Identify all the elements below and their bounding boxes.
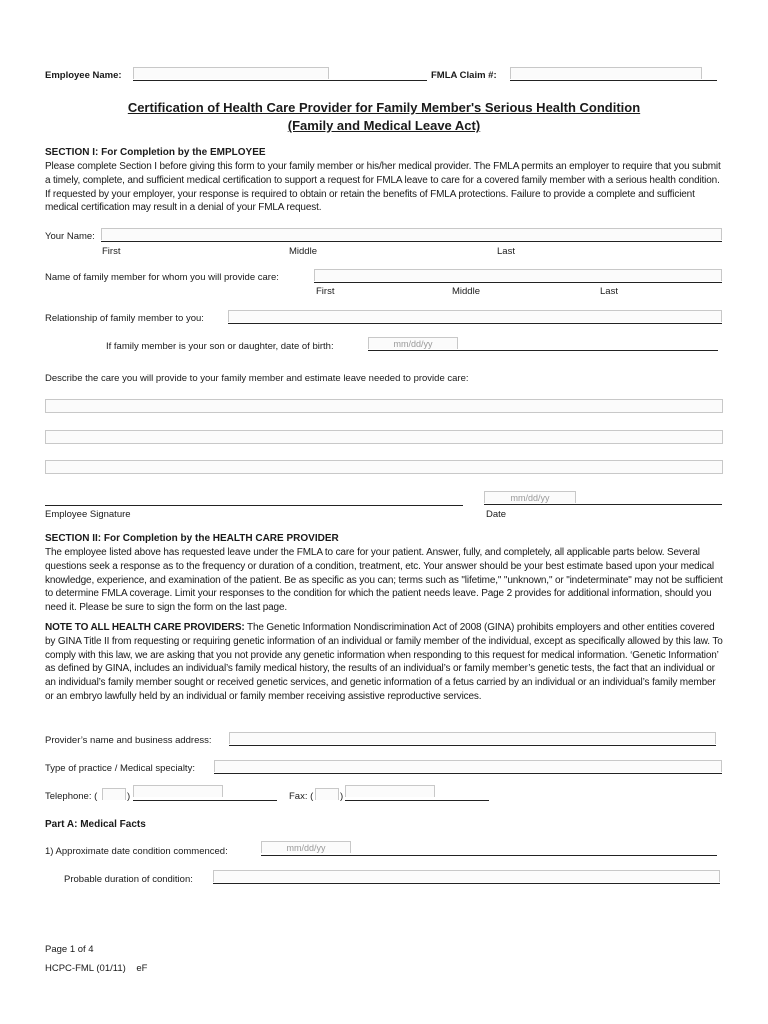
your-name-label: Your Name: bbox=[45, 231, 95, 242]
care-description-line-1[interactable] bbox=[45, 399, 723, 413]
telephone-underline bbox=[133, 800, 277, 801]
relationship-underline bbox=[228, 323, 722, 324]
family-member-label: Name of family member for whom you will provide care: bbox=[45, 272, 279, 283]
form-subtitle: (Family and Medical Leave Act) bbox=[287, 118, 481, 133]
your-name-field[interactable] bbox=[101, 228, 722, 240]
employee-name-field[interactable] bbox=[133, 67, 329, 79]
dob-date-field[interactable] bbox=[368, 337, 458, 349]
gina-note-heading: NOTE TO ALL HEALTH CARE PROVIDERS: bbox=[45, 622, 245, 633]
care-description-line-3[interactable] bbox=[45, 460, 723, 474]
page-number: Page 1 of 4 bbox=[45, 944, 94, 955]
form-id: HCPC-FML (01/11) eF bbox=[45, 963, 148, 974]
provider-underline bbox=[229, 745, 716, 746]
provider-field[interactable] bbox=[229, 732, 716, 744]
family-middle-caption: Middle bbox=[452, 286, 480, 297]
provider-label: Provider’s name and business address: bbox=[45, 735, 212, 746]
signature-date-label: Date bbox=[486, 509, 507, 520]
practice-field[interactable] bbox=[214, 760, 722, 772]
employee-signature-line[interactable] bbox=[45, 505, 463, 506]
practice-label: Type of practice / Medical specialty: bbox=[45, 763, 195, 774]
dob-label: If family member is your son or daughter, date of birth: bbox=[106, 341, 334, 352]
section2-heading: SECTION II: For Completion by the HEALTH CARE PROVIDER bbox=[45, 533, 339, 544]
section1-paragraph: Please complete Section I before giving this form to your family member or his/her medical provider. The FMLA permits an employer to require that you submit a timely, complete, and sufficient medical certification to support a request for FMLA leave to care for a covered family member with a serious health condition. If requested by your employer, your response is required to obtain or retain the benefits of FMLA protections. Failure to provide a complete and sufficient medical certification may result in a denial of your FMLA request. bbox=[45, 161, 721, 214]
gina-note bbox=[45, 621, 723, 704]
q1-date-commenced-field[interactable] bbox=[261, 841, 351, 853]
q1-underline bbox=[261, 855, 717, 856]
employee-signature-label: Employee Signature bbox=[45, 509, 131, 520]
signature-date-underline bbox=[484, 504, 722, 505]
dob-underline bbox=[368, 350, 718, 351]
section2-paragraph: The employee listed above has requested leave under the FMLA to care for your patient. Answer, fully, and completely, all applicable parts below. Several questions seek a response as to the frequency or duration of a condition, treatment, etc. Your answer should be your best estimate based upon your medical knowledge, experience, and examination of the patient. Be as specific as you can; terms such as "lifetime," "unknown," or "indeterminate" may not be sufficient to determine FMLA coverage. Limit your responses to the condition for which the patient needs leave. Page 2 provides for additional information, should you need it. Please be sure to sign the form on the last page. bbox=[45, 547, 723, 614]
employee-name-underline bbox=[133, 80, 427, 81]
fax-label: Fax: ( bbox=[289, 791, 314, 802]
telephone-paren-close: ) bbox=[127, 791, 131, 802]
telephone-label: Telephone: ( bbox=[45, 791, 98, 802]
telephone-area-code-field[interactable] bbox=[102, 788, 126, 800]
fax-paren-close: ) bbox=[340, 791, 344, 802]
describe-care-label: Describe the care you will provide to your family member and estimate leave needed to provide care: bbox=[45, 373, 469, 384]
family-last-caption: Last bbox=[600, 286, 618, 297]
employee-name-label: Employee Name: bbox=[45, 70, 122, 81]
telephone-number-field[interactable] bbox=[133, 785, 223, 797]
gina-note-text: The Genetic Information Nondiscrimination Act of 2008 (GINA) prohibits employers and other entities covered by GINA Title II from requesting or requiring genetic information of an individual or family member of the individual, except as specifically allowed by this law. To comply with this law, we are asking that you not provide any genetic information when responding to this request for medical information. ‘Genetic Information’ as defined by GINA, includes an individual’s family medical history, the results of an individual’s or family member’s genetic tests, the fact that an individual or an individual’s family member sought or received genetic services, and genetic information of a fetus carried by an individual or an individual’s family member or an embryo lawfully held by an individual or family member receiving assistive reproductive services. bbox=[45, 622, 723, 702]
your-name-underline bbox=[101, 241, 722, 242]
form-title: Certification of Health Care Provider for Family Member's Serious Health Condition bbox=[127, 100, 641, 115]
family-member-underline bbox=[314, 282, 722, 283]
relationship-label: Relationship of family member to you: bbox=[45, 313, 204, 324]
care-description-line-2[interactable] bbox=[45, 430, 723, 444]
your-name-last-caption: Last bbox=[497, 246, 515, 257]
your-name-first-caption: First bbox=[102, 246, 121, 257]
signature-date-field[interactable] bbox=[484, 491, 576, 503]
relationship-field[interactable] bbox=[228, 310, 722, 322]
fax-number-field[interactable] bbox=[345, 785, 435, 797]
section1-heading: SECTION I: For Completion by the EMPLOYEE bbox=[45, 147, 266, 158]
fmla-claim-label: FMLA Claim #: bbox=[431, 70, 497, 81]
probable-duration-label: Probable duration of condition: bbox=[64, 874, 193, 885]
fax-area-code-field[interactable] bbox=[315, 788, 339, 800]
q1-date-commenced-label: 1) Approximate date condition commenced: bbox=[45, 846, 228, 857]
your-name-middle-caption: Middle bbox=[289, 246, 317, 257]
practice-underline bbox=[214, 773, 722, 774]
probable-duration-underline bbox=[213, 883, 720, 884]
family-member-field[interactable] bbox=[314, 269, 722, 281]
fmla-claim-field[interactable] bbox=[510, 67, 702, 79]
part-a-heading: Part A: Medical Facts bbox=[45, 819, 146, 830]
probable-duration-field[interactable] bbox=[213, 870, 720, 882]
fmla-claim-underline bbox=[510, 80, 717, 81]
fax-underline bbox=[345, 800, 489, 801]
family-first-caption: First bbox=[316, 286, 335, 297]
